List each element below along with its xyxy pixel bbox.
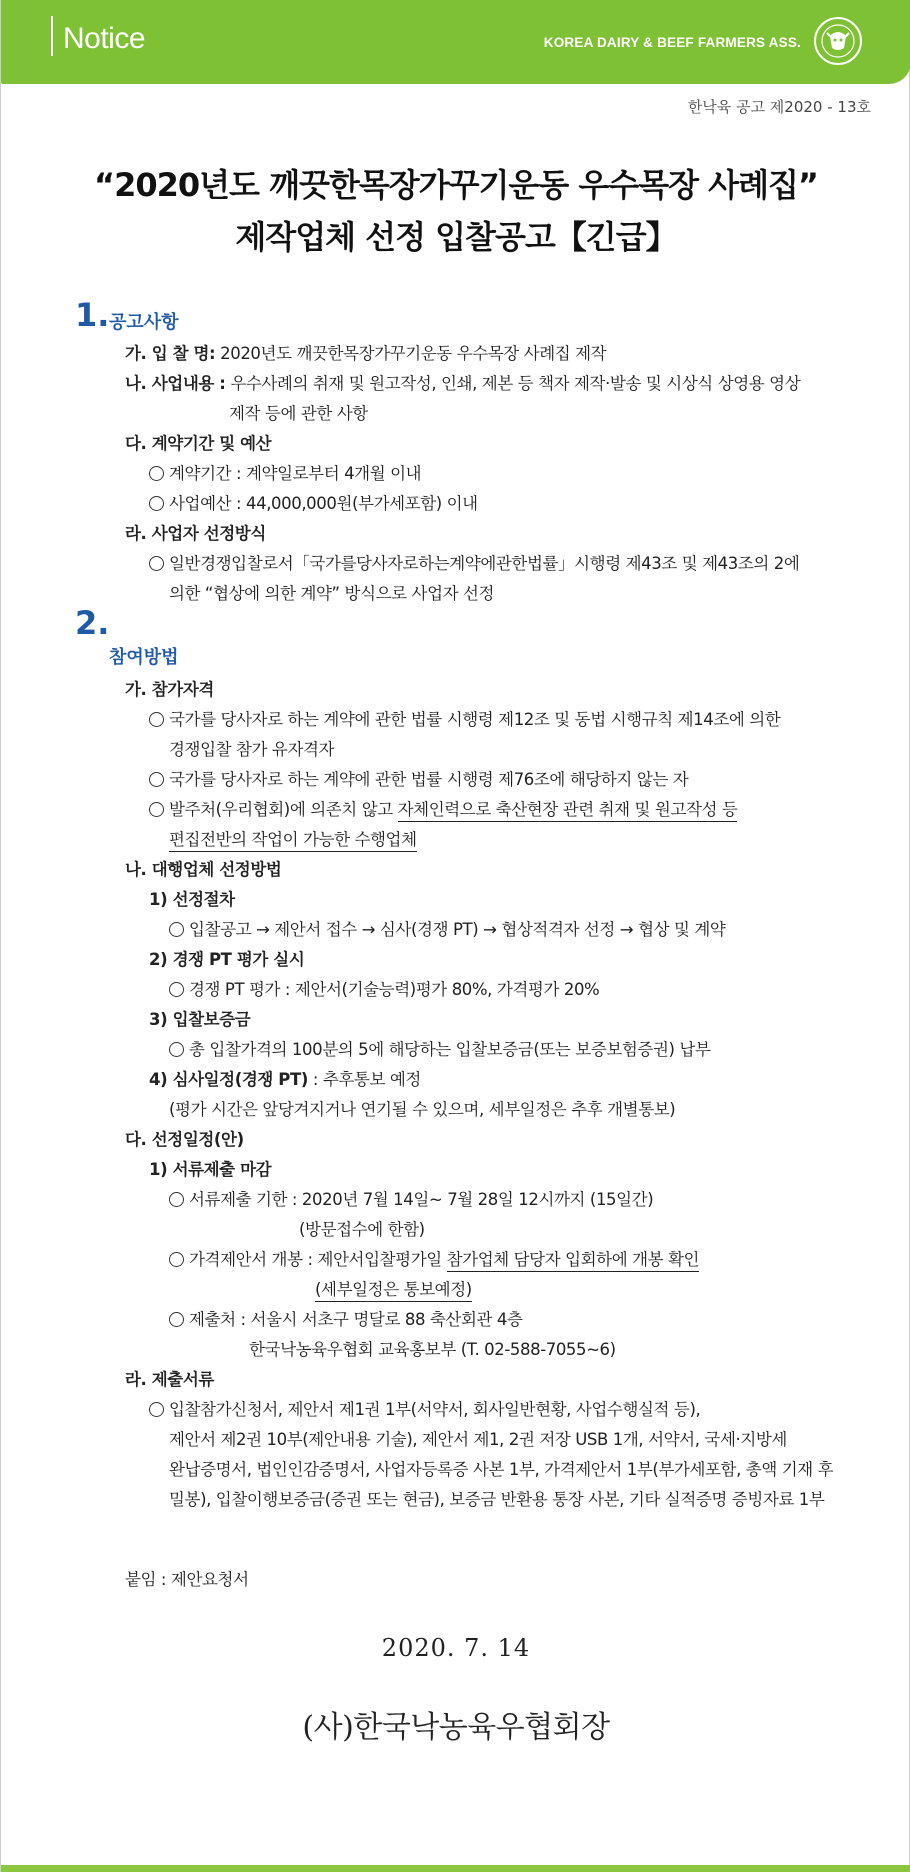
s2-c1-item-1-note: (방문접수에 한함): [299, 1220, 425, 1239]
circle-bullet-icon: [169, 1042, 184, 1057]
attachment-note: 붙임 : 제안요청서: [125, 1570, 249, 1589]
notice-date: 2020. 7. 14: [381, 1634, 531, 1662]
s1-a-text: 2020년도 깨끗한목장가꾸기운동 우수목장 사례집 제작: [220, 344, 607, 363]
s1-b-label: 나. 사업내용 :: [125, 374, 226, 393]
s1-item-a: [125, 340, 606, 364]
section-2-title: 참여방법: [109, 647, 179, 668]
s2-b-label: 나. 대행업체 선정방법: [125, 860, 282, 879]
title-line-2: 제작업체 선정 입찰공고【긴급】: [235, 218, 677, 256]
circle-bullet-icon: [149, 496, 164, 511]
section-1-number: 1.: [75, 296, 110, 334]
s1-item-b: [125, 370, 800, 394]
circle-bullet-icon: [149, 712, 164, 727]
s1-c-item-2: 사업예산 : 44,000,000원(부가세포함) 이내: [149, 490, 478, 514]
header-notice-label: Notice: [63, 22, 146, 55]
s2-c1-label: 1) 서류제출 마감: [149, 1160, 272, 1179]
circle-bullet-icon: [169, 922, 184, 937]
s2-b2-item: 경쟁 PT 평가 : 제안서(기술능력)평가 80%, 가격평가 20%: [169, 976, 599, 1000]
s1-d-label: 라. 사업자 선정방식: [125, 524, 266, 543]
s2-c1-item-2: 가격제안서 개봉 : 제안서입찰평가일 참가업체 담당자 입회하에 개봉 확인: [169, 1246, 699, 1270]
s1-b-text-1: 우수사례의 취재 및 원고작성, 인쇄, 제본 등 책자 제작·발송 및 시상식 상영용 영상: [230, 374, 801, 393]
s2-a-item-1-cont: 경쟁입찰 참가 유자격자: [169, 740, 335, 759]
s2-c1-item-3: 제출처 : 서울시 서초구 명달로 88 축산회관 4층: [169, 1306, 523, 1330]
circle-bullet-icon: [149, 466, 164, 481]
s2-d-item-3: 완납증명서, 법인인감증명서, 사업자등록증 사본 1부, 가격제안서 1부(부가세포함, 총액 기재 후: [169, 1460, 834, 1479]
signature-line: (사)한국낙농육우협회장: [302, 1710, 610, 1745]
s1-c-label: 다. 계약기간 및 예산: [125, 434, 272, 453]
s2-a-label: 가. 참가자격: [125, 680, 214, 699]
s2-d-item-4: 밀봉), 입찰이행보증금(증권 또는 현금), 보증금 반환용 통장 사본, 기타 실적증명 증빙자료 1부: [169, 1490, 825, 1509]
circle-bullet-icon: [149, 556, 164, 571]
section-2-number: 2.: [75, 604, 110, 642]
s2-b2-label: 2) 경쟁 PT 평가 실시: [149, 950, 305, 969]
section-1-title: 공고사항: [109, 312, 179, 333]
s1-d-item-1: 일반경쟁입찰로서「국가를당사자로하는계약에관한법률」시행령 제43조 및 제43조의 2에: [149, 550, 799, 574]
s1-d-item-2: 의한 “협상에 의한 계약” 방식으로 사업자 선정: [169, 584, 495, 603]
s1-c-item-1: 계약기간 : 계약일로부터 4개월 이내: [149, 460, 421, 484]
s2-c-label: 다. 선정일정(안): [125, 1130, 244, 1149]
s2-b1-item: 입찰공고 → 제안서 접수 → 심사(경쟁 PT) → 협상적격자 선정 → 협상 및 계약: [169, 916, 725, 940]
s2-d-item-1: 입찰참가신청서, 제안서 제1권 1부(서약서, 회사일반현황, 사업수행실적 등),: [149, 1396, 700, 1420]
association-seal-icon: [813, 16, 863, 66]
s2-d-item-2: 제안서 제2권 10부(제안내용 기술), 제안서 제1, 2권 저장 USB 1개, 서약서, 국세·지방세: [169, 1430, 787, 1449]
s2-b1-label: 1) 선정절차: [149, 890, 235, 909]
circle-bullet-icon: [149, 802, 164, 817]
s2-b4-line: 4) 심사일정(경쟁 PT) : 추후통보 예정: [149, 1070, 421, 1089]
s2-b4-note: (평가 시간은 앞당겨지거나 연기될 수 있으며, 세부일정은 추후 개별통보): [169, 1100, 676, 1119]
circle-bullet-icon: [169, 982, 184, 997]
s2-a-item-2: 국가를 당사자로 하는 계약에 관한 법률 시행령 제76조에 해당하지 않는 자: [149, 766, 688, 790]
s2-c1-item-2-note: (세부일정은 통보예정): [315, 1276, 472, 1300]
circle-bullet-icon: [169, 1192, 184, 1207]
circle-bullet-icon: [169, 1312, 184, 1327]
s1-b-text-2: 제작 등에 관한 사항: [229, 404, 368, 423]
s1-a-label: 가. 입 찰 명:: [125, 344, 216, 363]
s2-b3-label: 3) 입찰보증금: [149, 1010, 251, 1029]
footer-bar: [1, 1865, 910, 1872]
document-number: 한낙육 공고 제2020 - 13호: [687, 98, 871, 116]
s2-b3-item: 총 입찰가격의 100분의 5에 해당하는 입찰보증금(또는 보증보험증권) 납부: [169, 1036, 710, 1060]
s2-c1-item-1: 서류제출 기한 : 2020년 7월 14일~ 7월 28일 12시까지 (15일간): [169, 1186, 653, 1210]
s2-d-label: 라. 제출서류: [125, 1370, 214, 1389]
circle-bullet-icon: [169, 1252, 184, 1267]
s2-a-item-3-cont: 편집전반의 작업이 가능한 수행업체: [169, 826, 417, 850]
circle-bullet-icon: [149, 1402, 164, 1417]
s2-a-item-1: 국가를 당사자로 하는 계약에 관한 법률 시행령 제12조 및 동법 시행규칙 제14조에 의한: [149, 706, 780, 730]
header-divider: [51, 16, 53, 56]
s2-c1-item-3-note: 한국낙농육우협회 교육홍보부 (T. 02-588-7055~6): [249, 1340, 616, 1359]
header-banner: [1, 0, 910, 84]
title-line-1: “2020년도 깨끗한목장가꾸기운동 우수목장 사례집”: [94, 166, 818, 204]
s2-a-item-3: 발주처(우리협회)에 의존치 않고 자체인력으로 축산현장 관련 취재 및 원고작성 등: [149, 796, 737, 820]
association-name: KOREA DAIRY & BEEF FARMERS ASS.: [543, 35, 801, 50]
circle-bullet-icon: [149, 772, 164, 787]
